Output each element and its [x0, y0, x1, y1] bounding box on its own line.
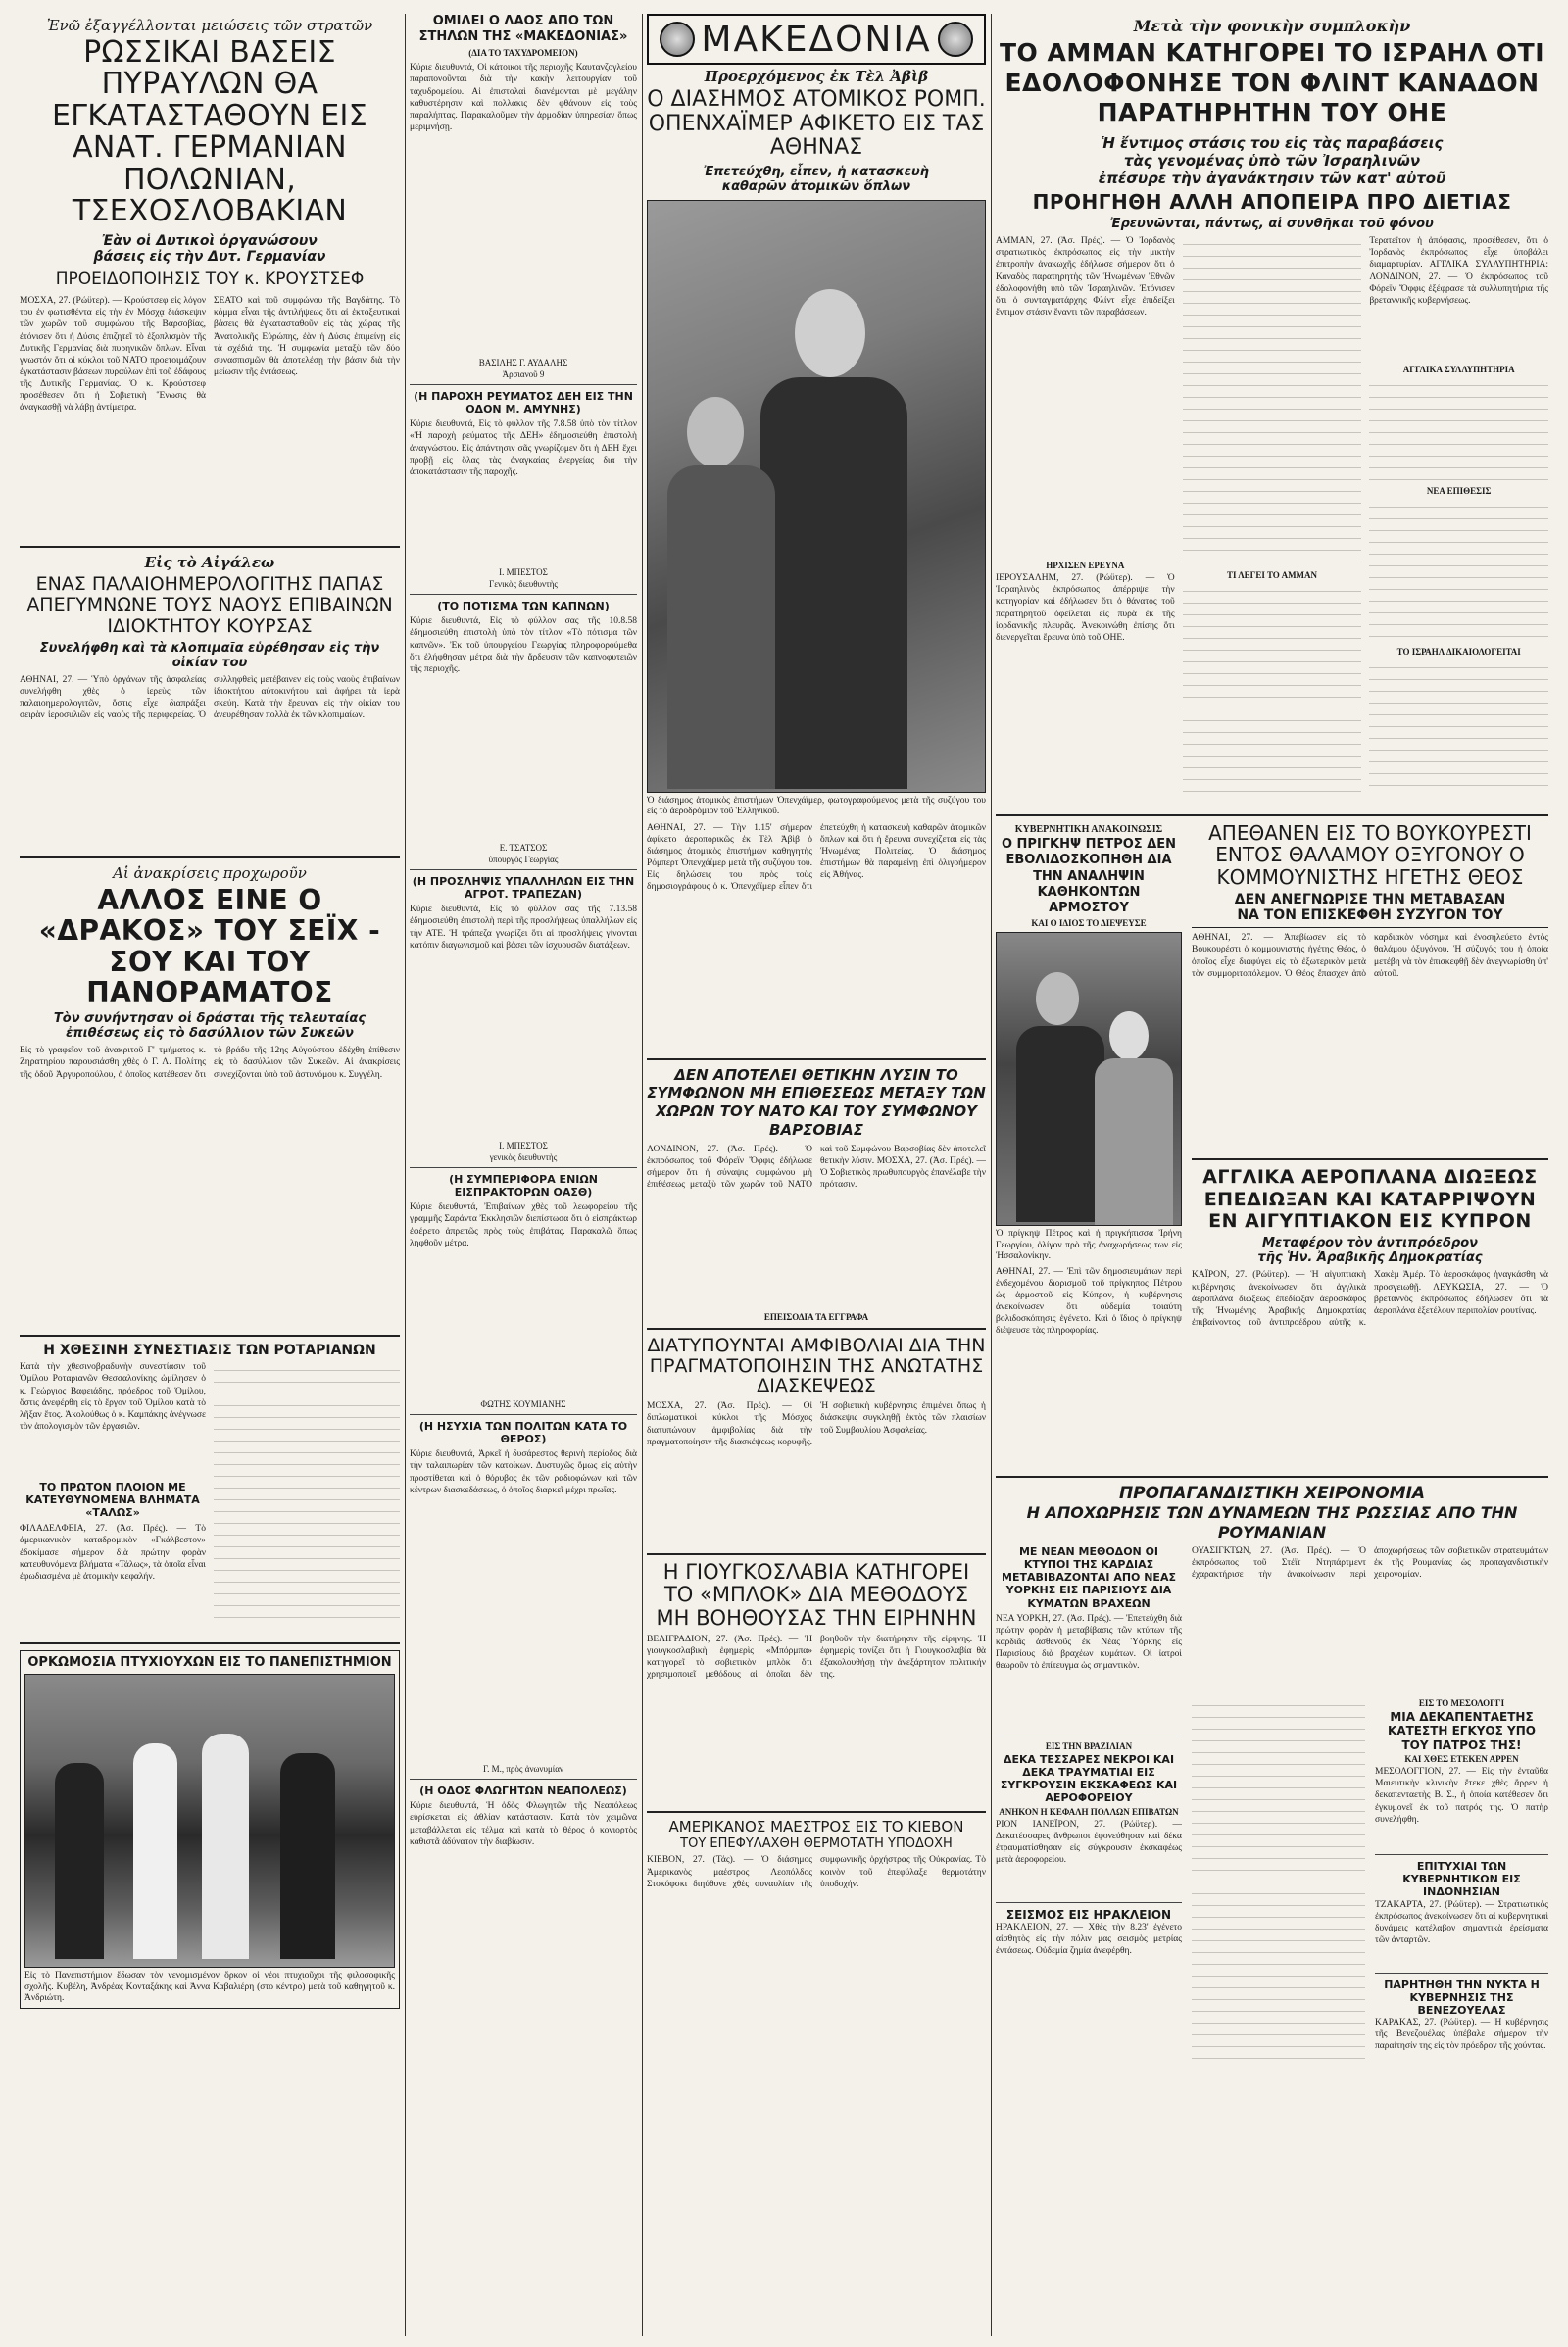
story-romania-cont — [1192, 1696, 1365, 2076]
caption-oppenheimer: Ὁ διάσημος ἀτομικὸς ἐπιστήμων Ὀπενχάϊμερ, φωτογραφούμενος μετὰ τῆς συζύγου του εἰς τὸ ἀεροδρόμιον τοῦ Ἑλληνικοῦ. — [647, 795, 986, 817]
story-heartbeats: ΝΕΑ ΥΟΡΚΗ, 27. (Ἀσ. Πρές). — Ἐπετεύχθη διὰ πρώτην φορὰν ἡ μεταβίβασις τῶν κτύπων τῆς καρδιᾶς ἀσθενοῦς ἐκ Νέας Ὑόρκης εἰς Παρισίους διὰ βραχέων κυμάτων. Οἱ ἰατροὶ θεωροῦν τὸ ἐπίτευγμα ὡς σημαντικὸν. — [996, 1613, 1182, 1672]
headline-maestro: ΑΜΕΡΙΚΑΝΟΣ ΜΑΕΣΤΡΟΣ ΕΙΣ ΤΟ ΚΙΕΒΟΝ — [668, 1817, 964, 1835]
sub-theos-b: ΝΑ ΤΟΝ ΕΠΙΣΚΕΦΘΗ ΣΥΖΥΓΟΝ ΤΟΥ — [1192, 907, 1548, 928]
sig-mpestos-1-title: Γενικὸς διευθυντὴς — [489, 579, 558, 590]
letter-post: Κύριε διευθυντά, Οἱ κάτοικοι τῆς περιοχῆς Καυτανζογλείου παραπονοῦνται διὰ τὴν κακὴν λειτουργίαν τοῦ ταχυδρομείου. Αἱ ἐπιστολαὶ διανέμονται μὲ μεγάλην καθυστέρησιν καὶ πολλάκις δὲν φθάνουν εἰς τοὺς παραλήπτας. Παρακαλοῦμεν τὴν ἁρμοδίαν ὑπηρεσίαν ὅπως μεριμνήσῃ. — [410, 63, 637, 132]
sub-western-bases-b: βάσεις εἰς τὴν Δυτ. Γερμανίαν — [93, 249, 326, 266]
label-mesolongi: ΕΙΣ ΤΟ ΜΕΣΟΛΟΓΓΙ — [1418, 1697, 1505, 1708]
sub-oppenheimer-b: καθαρῶν ἀτομικῶν ὅπλων — [721, 178, 911, 194]
letter-head-dei: (Η ΠΑΡΟΧΗ ΡΕΥΜΑΤΟΣ ΔΕΗ ΕΙΣ ΤΗΝ ΟΔΟΝ Μ. ΑΜΥΝΗΣ) — [414, 390, 633, 416]
story-missile-right: ΣΕΑΤΟ καὶ τοῦ συμφώνου τῆς Βαγδάτης. Τὸ κόμμα εἶναι τῆς ἀντιλήψεως ὅτι αἱ ἐκτοξευτικαὶ βάσεις θὰ ἐγκατασταθοῦν εἰς τὰς χώρας τῆς Ἀνατολικῆς Εὐρώπης, ἐὰν ἡ Δύσις ἐπιμείνῃ εἰς τὰ σχέδιά της. Ἡ συμφωνία μεταξὺ τῶν δύο συνασπισμῶν θὰ ἀποτελέσῃ τὴν βάσιν διὰ τὴν μείωσιν τῆς ἐντάσεως. — [214, 296, 400, 377]
sub-new-attack: ΝΕΑ ΕΠΙΘΕΣΙΣ — [1426, 486, 1492, 497]
sub-flint-c: ἐπέσυρε τὴν ἀγανάκτησιν τῶν κατ' αὐτοῦ — [1098, 169, 1446, 187]
letter-head-tobacco: (ΤΟ ΠΟΤΙΣΜΑ ΤΩΝ ΚΑΠΝΩΝ) — [437, 600, 610, 613]
label-gov-announcement: ΚΥΒΕΡΝΗΤΙΚΗ ΑΝΑΚΟΙΝΩΣΙΣ — [1014, 824, 1163, 836]
column-2 — [410, 14, 637, 2336]
letter-head-neapoli: (Η ΟΔΟΣ ΦΛΩΓΗΤΩΝ ΝΕΑΠΟΛΕΩΣ) — [419, 1785, 627, 1798]
story-missile-left: ΜΟΣΧΑ, 27. (Ρώϋτερ). — Κρούστσεφ εἰς λόγον του ἐν φωτισθέντα εἰς τὴν ἐν Μόσχᾳ διάσκεψιν τῶν χωρῶν τοῦ συμφώνου τῆς Βαρσοβίας, ἐτόνισεν ὅτι ἡ Δύσις ἐπιζητεῖ τὸ ἐξοπλισμὸν τῆς Δυτικῆς Γερμανίας διὰ πυρηνικῶν ὅπλων. Εἶναι γνωστόν ὅτι οἱ κύκλοι τοῦ ΝΑΤΟ προετοιμάζουν ἐγκατάστασιν βάσεων πυραύλων ἐπὶ τοῦ ἐδάφους τῆς Δυτικῆς Γερμανίας. Ὁ κ. Κρούστσεφ προσέθεσεν ὅτι ἡ Σοβιετικὴ Ἕνωσις θὰ ἀναγκασθῇ νὰ λάβῃ ἀντίμετρα. — [20, 296, 206, 414]
headline-priest: ΕΝΑΣ ΠΑΛΑΙΟΗΜΕΡΟΛΟΓΙΤΗΣ ΠΑΠΑΣ ΑΠΕΓΥΜΝΩΝΕ ΤΟΥΣ ΝΑΟΥΣ ΕΠΙΒΑΙΝΩΝ ΙΔΙΟΚΤΗΤΟΥ ΚΟΥΡΣΑΣ — [26, 573, 393, 637]
sub-planes-b: τῆς Ἡν. Ἀραβικῆς Δημοκρατίας — [1257, 1250, 1483, 1266]
masthead-title: ΜΑΚΕΔΟΝΙΑ — [701, 19, 932, 60]
oath-photo-box — [20, 1650, 400, 2009]
story-amman-cont — [1183, 235, 1362, 568]
story-summit: ΜΟΣΧΑ, 27. (Ἀσ. Πρές). — Οἱ διπλωματικοὶ κύκλοι τῆς Μόσχας διατυπώνουν ἀμφιβολίας διὰ τὴν πραγματοποίησιν τῆς διασκέψεως κορυφῆς. Ἡ σοβιετικὴ κυβέρνησις ἐπιμένει ὅπως ἡ διάσκεψις συγκληθῇ ἐκτὸς τῶν πλαισίων τοῦ Συμβουλίου Ἀσφαλείας. — [647, 1401, 986, 1447]
column-4 — [996, 14, 1548, 2336]
headline-previous-attempt: ΠΡΟΗΓΗΘΗ ΑΛΛΗ ΑΠΟΠΕΙΡΑ ΠΡΟ ΔΙΕΤΙΑΣ — [1032, 189, 1512, 214]
headline-propaganda: ΠΡΟΠΑΓΑΝΔΙΣΤΙΚΗ ΧΕΙΡΟΝΟΜΙΑ — [1118, 1484, 1426, 1504]
headline-brazil: ΔΕΚΑ ΤΕΣΣΑΡΕΣ ΝΕΚΡΟΙ ΚΑΙ ΔΕΚΑ ΤΡΑΥΜΑΤΙΑΙ ΕΙΣ ΣΥΓΚΡΟΥΣΙΝ ΕΚΣΚΑΦΕΩΣ ΚΑΙ ΑΕΡΟΦΟΡΕΙΟΥ — [1000, 1752, 1178, 1805]
headline-russian-missile-bases: ΡΩΣΣΙΚΑΙ ΒΑΣΕΙΣ ΠΥΡΑΥΛΩΝ ΘΑ ΕΓΚΑΤΑΣΤΑΘΟΥΝ ΕΙΣ ΑΝΑΤ. ΓΕΡΜΑΝΙΑΝ ΠΟΛΩΝΙΑΝ, ΤΣΕΧΟΣΛΟΒΑΚΙΑΝ — [52, 35, 368, 228]
letters-sub-post: (ΔΙΑ ΤΟ ΤΑΧΥΔΡΟΜΕΙΟΝ) — [468, 48, 578, 59]
headline-heartbeats: ΜΕ ΝΕΑΝ ΜΕΘΟΔΟΝ ΟΙ ΚΤΥΠΟΙ ΤΗΣ ΚΑΡΔΙΑΣ ΜΕΤΑΒΙΒΑΖΟΝΤΑΙ ΑΠΟ ΝΕΑΣ ΥΟΡΚΗΣ ΕΙΣ ΠΑΡΙΣΙΟΥΣ ΔΙΑ ΚΥΜΑΤΩΝ ΒΡΑΧΕΩΝ — [1002, 1544, 1176, 1610]
sig-mpestos-1: Ι. ΜΠΕΣΤΟΣ — [499, 567, 548, 578]
headline-khrushchev-warning: ΠΡΟΕΙΔΟΠΟΙΗΣΙΣ ΤΟΥ κ. ΚΡΟΥΣΤΣΕΦ — [55, 269, 365, 290]
sig-tsatsos: Ε. ΤΣΑΤΣΟΣ — [499, 843, 548, 854]
letter-head-quiet: (Η ΗΣΥΧΙΑ ΤΩΝ ΠΟΛΙΤΩΝ ΚΑΤΑ ΤΟ ΘΕΡΟΣ) — [418, 1420, 628, 1446]
headline-talos: ΤΟ ΠΡΩΤΟΝ ΠΛΟΙΟΝ ΜΕ ΚΑΤΕΥΘΥΝΟΜΕΝΑ ΒΛΗΜΑΤΑ «ΤΑΛΩΣ» — [25, 1481, 200, 1520]
story-indonesia: ΤΖΑΚΑΡΤΑ, 27. (Ρώϋτερ). — Στρατιωτικὸς ἐκπρόσωπος ἀνεκοίνωσεν ὅτι αἱ κυβερνητικαὶ δυνάμεις κατέλαβον σημαντικὰ ἐρείσματα τῶν ἀνταρτῶν. — [1375, 1899, 1548, 1946]
letter-head-oasth: (Η ΣΥΜΠΕΡΙΦΟΡΑ ΕΝΙΩΝ ΕΙΣΠΡΑΚΤΟΡΩΝ ΟΑΣΘ) — [449, 1173, 598, 1199]
kicker-aigaleo: Εἰς τὸ Αἰγάλεω — [144, 554, 275, 572]
headline-rotary: Η ΧΘΕΣΙΝΗ ΣΥΝΕΣΤΙΑΣΙΣ ΤΩΝ ΡΟΤΑΡΙΑΝΩΝ — [43, 1343, 376, 1359]
headline-oppenheimer: Ο ΔΙΑΣΗΜΟΣ ΑΤΟΜΙΚΟΣ ΡΟΜΠ. ΟΠΕΝΧΑΪΜΕΡ ΑΦΙΚΕΤΟ ΕΙΣ ΤΑΣ ΑΘΗΝΑΣ — [647, 87, 986, 161]
story-jerusalem: ΙΕΡΟΥΣΑΛΗΜ, 27. (Ρώϋτερ). — Ὁ Ἰσραηλινὸς ἐκπρόσωπος ἀπέρριψε τὴν κατηγορίαν καὶ ἐδήλωσεν ὅτι ὁ θάνατος τοῦ παρατηρητοῦ ὀφείλεται εἰς πυρὰ ἐκ τῆς ἰορδανικῆς πλευρᾶς. Ἀνεκοινώθη ἐπίσης ὅτι διενεργεῖται ἔρευνα ὑπὸ τοῦ ΟΗΕ. — [996, 573, 1175, 643]
story-theos: ΑΘΗΝΑΙ, 27. — Ἀπεβίωσεν εἰς τὸ Βουκουρέστι ὁ κομμουνιστὴς ἡγέτης Θέος, ὁ ὁποῖος εἶχε διαφύγει εἰς τὸ ἐξωτερικὸν μετὰ τὸν συμμοριτοπόλεμον. Ὁ Θέος ἔπασχεν ἀπὸ καρδιακὸν νόσημα καὶ ἐνοσηλεύετο ἐντὸς θαλάμου ὀξυγόνου. Ἡ σύζυγός του ἡ ὁποία μετέβη νὰ τὸν ἐπισκεφθῇ δὲν ἀνεγνωρίσθη ὑπ' αὐτοῦ. — [1192, 933, 1548, 979]
story-amman: ΑΜΜΑΝ, 27. (Ἀσ. Πρές). — Ὁ Ἰορδανὸς στρατιωτικὸς ἐκπρόσωπος εἰς τὴν μικτὴν ἐπιτροπὴν ἀνακωχῆς ἐδήλωσε σήμερον ὅτι ὁ Καναδὸς παρατηρητὴς τῶν Ἡνωμένων Ἐθνῶν ἐδολοφονήθη ὑπὸ τῶν Ἰσραηλινῶν. Ἐτόνισεν ὅτι ὁ συνταγματάρχης Φλίντ εἶχε ἐπιδείξει ἔντιμον στάσιν ἔναντι τῶν παραβάσεων. — [996, 236, 1175, 318]
sub-what-amman-says: ΤΙ ΛΕΓΕΙ ΤΟ ΑΜΜΑΝ — [1226, 570, 1318, 581]
headline-oath: ΟΡΚΩΜΟΣΙΑ ΠΤΥΧΙΟΥΧΩΝ ΕΙΣ ΤΟ ΠΑΝΕΠΙΣΤΗΜΙΟΝ — [27, 1655, 392, 1671]
sub-flint-a: Ἡ ἔντιμος στάσις του εἰς τὰς παραβάσεις — [1101, 133, 1444, 152]
letter-neapoli: Κύριε διευθυντά, Ἡ ὁδὸς Φλωγητῶν τῆς Νεαπόλεως εὑρίσκεται εἰς ἀθλίαν κατάστασιν. Κατὰ τὸν χειμῶνα μεταβάλλεται εἰς τέλμα καὶ κατὰ τὸ θέρος ὁ κονιορτὸς καθιστᾶ ἀδύνατον τὴν διαβίωσιν. — [410, 1801, 637, 1847]
sub-israel-justifies: ΤΟ ΙΣΡΑΗΛ ΔΙΚΑΙΟΛΟΓΕΙΤΑΙ — [1396, 647, 1521, 658]
globe-icon — [660, 22, 695, 57]
column-1 — [20, 14, 400, 2336]
headline-earthquake: ΣΕΙΣΜΟΣ ΕΙΣ ΗΡΑΚΛΕΙΟΝ — [1005, 1907, 1172, 1922]
headline-nonaggression: ΔΕΝ ΑΠΟΤΕΛΕΙ ΘΕΤΙΚΗΝ ΛΥΣΙΝ ΤΟ ΣΥΜΦΩΝΟΝ ΜΗ ΕΠΙΘΕΣΕΩΣ ΜΕΤΑΞΥ ΤΩΝ ΧΩΡΩΝ ΤΟΥ ΝΑΤΟ ΚΑΙ ΤΟΥ ΣΥΜΦΩΝΟΥ ΒΑΡΣΟΒΙΑΣ — [647, 1065, 986, 1139]
kicker-missile: Ἐνῶ ἐξαγγέλλονται μειώσεις τῶν στρατῶν — [46, 17, 373, 34]
headline-dragon: ΑΛΛΟΣ ΕΙΝΕ Ο «ΔΡΑΚΟΣ» ΤΟΥ ΣΕΪΧ - ΣΟΥ ΚΑΙ ΤΟΥ ΠΑΝΟΡΑΜΑΤΟΣ — [38, 883, 381, 1008]
headline-letters: ΟΜΙΛΕΙ Ο ΛΑΟΣ ΑΠΟ ΤΩΝ ΣΤΗΛΩΝ ΤΗΣ «ΜΑΚΕΔΟΝΙΑΣ» — [418, 14, 628, 44]
headline-venezuela: ΠΑΡΗΤΗΘΗ ΤΗΝ ΝΥΚΤΑ Η ΚΥΒΕΡΝΗΣΙΣ ΤΗΣ ΒΕΝΕΖΟΥΕΛΑΣ — [1384, 1978, 1540, 2017]
headline-summit-doubts: ΔΙΑΤΥΠΟΥΝΤΑΙ ΑΜΦΙΒΟΛΙΑΙ ΔΙΑ ΤΗΝ ΠΡΑΓΜΑΤΟΠΟΙΗΣΙΝ ΤΗΣ ΑΝΩΤΑΤΗΣ ΔΙΑΣΚΕΨΕΩΣ — [647, 1334, 986, 1397]
sub-priest: Συνελήφθη καὶ τὰ κλοπιμαῖα εὑρέθησαν εἰς τὴν οἰκίαν του — [39, 640, 380, 670]
letter-dei: Κύριε διευθυντά, Εἰς τὸ φύλλον τῆς 7.8.58 ὑπὸ τὸν τίτλον «Ἡ παροχὴ ρεύματος τῆς ΔΕΗ» ἐδημοσιεύθη ἐπιστολὴ ἀναγνώστου. Εἰς ἀπάντησιν σᾶς γνωρίζομεν ὅτι ἡ ΔΕΗ ἔχει προβῇ εἰς ὅλας τὰς ἀναγκαίας ἐνεργείας διὰ τὴν ἀποκατάστασιν τῆς παροχῆς. — [410, 419, 637, 477]
masthead — [647, 14, 986, 65]
story-planes: ΚΑΪΡΟΝ, 27. (Ρώϋτερ). — Ἡ αἰγυπτιακὴ κυβέρνησις ἀνεκοίνωσεν ὅτι ἀγγλικὰ ἀεροπλάνα διώξεως ἐπεδίωξαν ἀεροσκάφος τῆς Ἡνωμένης Ἀραβικῆς Δημοκρατίας ἐπιβαίνοντος τοῦ ἀντιπροέδρου αὐτῆς κ. Χακὲμ Ἀμέρ. Τὸ ἀεροσκάφος ἠναγκάσθη νὰ προσγειωθῇ. ΛΕΥΚΩΣΙΑ, 27. — Ὁ βρεταννὸς ἐκπρόσωπος ἐδήλωσεν ὅτι τὰ ἀεροπλάνα ἐξετέλουν περιπολίαν ρουτίνας. — [1192, 1270, 1548, 1329]
headline-indonesia: ΕΠΙΤΥΧΙΑΙ ΤΩΝ ΚΥΒΕΡΝΗΤΙΚΩΝ ΕΙΣ ΙΝΔΟΝΗΣΙΑΝ — [1402, 1860, 1521, 1899]
sub-oppenheimer-a: Ἐπετεύχθη, εἶπεν, ἡ κατασκευὴ — [703, 164, 930, 179]
dateline-tel-aviv: Προερχόμενος ἐκ Τὲλ Ἀβὶβ — [704, 68, 929, 85]
story-venezuela: ΚΑΡΑΚΑΣ, 27. (Ρώϋτερ). — Ἡ κυβέρνησις τῆς Βενεζουέλας ὑπέβαλε σήμερον τὴν παραίτησίν της εἰς τὸν πρόεδρον τῆς χούντας. — [1375, 2018, 1548, 2052]
story-nonaggression: ΛΟΝΔΙΝΟΝ, 27. (Ἀσ. Πρές). — Ὁ ἐκπρόσωπος τοῦ Φόρεϊν Ὄφφις ἐδήλωσε σήμερον ὅτι ἡ σύναψις συμφώνου μὴ ἐπιθέσεως μεταξὺ τῶν χωρῶν τοῦ ΝΑΤΟ καὶ τοῦ Συμφώνου Βαρσοβίας δὲν ἀποτελεῖ θετικὴν λύσιν. ΜΟΣΧΑ, 27. (Ἀσ. Πρές). — Ὁ Σοβιετικὸς πρωθυπουργὸς ἐπανέλαβε τὴν πρότασιν. — [647, 1144, 986, 1191]
story-earthquake: ΗΡΑΚΛΕΙΟΝ, 27. — Χθὲς τὴν 8.23' ἐγένετο αἰσθητὸς εἰς τὴν πόλιν μας σεισμὸς μετρίας ἐντάσεως. Οὐδεμία ζημία ἀνεφέρθη. — [996, 1922, 1182, 1956]
letter-head-bank: (Η ΠΡΟΣΛΗΨΙΣ ΥΠΑΛΛΗΛΩΝ ΕΙΣ ΤΗΝ ΑΓΡΟΤ. ΤΡΑΠΕΖΑΝ) — [412, 875, 635, 902]
letter-oasth: Κύριε διευθυντά, Ἐπιβαίνων χθὲς τοῦ λεωφορείου τῆς γραμμῆς Σαράντα Ἐκκλησιῶν διεπίστωσα ὅτι ὁ εἰσπράκτωρ ἐφέρετο ἀπρεπῶς πρὸς τοὺς ἐπιβάτας. Παρακαλῶ ὅπως ληφθοῦν μέτρα. — [410, 1202, 637, 1248]
story-amman-says — [1183, 582, 1362, 798]
kicker-dragon: Αἱ ἀνακρίσεις προχωροῦν — [113, 863, 307, 882]
headline-mesolongi: ΜΙΑ ΔΕΚΑΠΕΝΤΑΕΤΗΣ ΚΑΤΕΣΤΗ ΕΓΚΥΟΣ ΥΠΟ ΤΟΥ ΠΑΤΡΟΣ ΤΗΣ! — [1388, 1709, 1536, 1752]
oppenheimer-photo — [647, 200, 986, 793]
sub-theos-a: ΔΕΝ ΑΝΕΓΝΩΡΙΣΕ ΤΗΝ ΜΕΤΑΒΑΣΑΝ — [1234, 892, 1506, 908]
headline-romania-withdrawal: Η ΑΠΟΧΩΡΗΣΙΣ ΤΩΝ ΔΥΝΑΜΕΩΝ ΤΗΣ ΡΩΣΣΙΑΣ ΑΠΟ ΤΗΝ ΡΟΥΜΑΝΙΑΝ — [1026, 1503, 1518, 1541]
story-rotary: Κατὰ τὴν χθεσινοβραδυνὴν συνεστίασιν τοῦ Ὁμίλου Ροταριανῶν Θεσσαλονίκης ὡμίλησεν ὁ κ. Γεώργιος Βαφειάδης, πρόεδρος τοῦ Ὁμίλου, ὅστις ἀνεφέρθη εἰς τὸ ἔργον τοῦ Ὁμίλου κατὰ τὸ λῆξαν ἔτος. Ἀκολούθως ὁ κ. Καμπάκης ἀνέγνωσε τὸν ἀπολογισμὸν τῶν ἐργασιῶν. — [20, 1362, 206, 1433]
story-mesolongi: ΜΕΣΟΛΟΓΓΙΟΝ, 27. — Εἰς τὴν ἐνταῦθα Μαιευτικὴν κλινικὴν ἔτεκε χθὲς ἄρρεν ἡ δεκαπενταετὴς Β. Σ., ἡ ὁποία κατέθεσεν ὅτι ἐγκυμονεῖ ἐκ τοῦ πατρός της. Ὁ πατὴρ συνελήφθη. — [1375, 1767, 1548, 1825]
story-israel-justifies — [1369, 659, 1548, 796]
headline-yugoslavia: Η ΓΙΟΥΓΚΟΣΛΑΒΙΑ ΚΑΤΗΓΟΡΕΙ ΤΟ «ΜΠΛΟΚ» ΔΙΑ ΜΕΘΟΔΟΥΣ ΜΗ ΒΟΗΘΟΥΣΑΣ ΤΗΝ ΕΙΡΗΝΗΝ — [656, 1560, 977, 1630]
headline-theos: ΑΠΕΘΑΝΕΝ ΕΙΣ ΤΟ ΒΟΥΚΟΥΡΕΣΤΙ ΕΝΤΟΣ ΘΑΛΑΜΟΥ ΟΞΥΓΟΝΟΥ Ο ΚΟΜΜΟΥΝΙΣΤΗΣ ΗΓΕΤΗΣ ΘΕΟΣ — [1208, 821, 1532, 889]
story-romania: ΟΥΑΣΙΓΚΤΩΝ, 27. (Ἀσ. Πρές). — Ὁ ἐκπρόσωπος τοῦ Στέϊτ Ντηπάρτμεντ ἐχαρακτήρισε τὴν ἀνακοίνωσιν περὶ ἀποχωρήσεως τῶν σοβιετικῶν στρατευμάτων ἐκ τῆς Ρουμανίας ὡς προπαγανδιστικὴν χειρονομίαν. — [1192, 1545, 1548, 1581]
story-prince-peter: ΑΘΗΝΑΙ, 27. — Ἐπὶ τῶν δημοσιευμάτων περὶ ἐνδεχομένου διορισμοῦ τοῦ πρίγκηπος Πέτρου ὡς ἁρμοστοῦ εἰς Κύπρον, ἡ κυβέρνησις ἀνεκοίνωσεν ὅτι οὐδεμία τοιαύτη βολιδοσκόπησις ἐγένετο. Καὶ ὁ ἴδιος ὁ πρίγκηψ διέψευσε τὰς πληροφορίας. — [996, 1266, 1182, 1337]
letter-tobacco: Κύριε διευθυντά, Εἰς τὸ φύλλον σας τῆς 10.8.58 ἐδημοσιεύθη ἐπιστολὴ ὑπὸ τὸν τίτλον «Τὸ πότισμα τῶν καπνῶν». Ἐκ τοῦ ὑπουργείου Γεωργίας πληροφορούμεθα ὅτι ἐλήφθησαν μέτρα διὰ τὴν ἄρδευσιν τῶν καπνοφυτειῶν τῆς περιοχῆς. — [410, 616, 637, 674]
sub-planes-a: Μεταφέρον τὸν ἀντιπρόεδρον — [1262, 1236, 1478, 1251]
globe-icon — [938, 22, 973, 57]
story-rotary-cont — [214, 1361, 400, 1626]
sub-western-bases-a: Ἐὰν οἱ Δυτικοὶ ὀργανώσουν — [102, 233, 318, 250]
story-oppenheimer: ΑΘΗΝΑΙ, 27. — Τὴν 1.15' σήμερον ἀφίκετο ἀεροπορικῶς ἐκ Τὲλ Ἀβὶβ ὁ διάσημος ἀτομικὸς ἐπιστήμων καθηγητὴς Ρόμπερτ Ὀπενχάϊμερ μετὰ τῆς συζύγου του. Εἰς δηλώσεις του πρὸς τοὺς δημοσιογράφους ὁ κ. Ὀπενχάϊμερ εἶπεν ὅτι ἐπετεύχθη ἡ κατασκευὴ καθαρῶν ἀτομικῶν ὅπλων καὶ ὅτι ἡ ἔρευνα συνεχίζεται εἰς τὰς Ἡνωμένας Πολιτείας. Ὁ διάσημος ἐπιστήμων θὰ παραμείνῃ ἐπὶ ὀλιγοήμερον εἰς Ἀθήνας. — [647, 822, 986, 893]
sig-tsatsos-title: ὑπουργὸς Γεωργίας — [488, 855, 559, 865]
sig-aydalis: ΒΑΣΙΛΗΣ Γ. ΑΥΔΑΛΗΣ — [478, 358, 568, 368]
sub-flint-b: τὰς γενομένας ὑπὸ τῶν Ἰσραηλινῶν — [1123, 151, 1421, 170]
prince-peter-block — [996, 822, 1182, 1470]
sub-dragon: Τὸν συνήντησαν οἱ δράσται τῆς τελευταίας ἐπιθέσεως εἰς τὸ δασύλλιον τῶν Συκεῶν — [53, 1011, 367, 1042]
letter-bank: Κύριε διευθυντά, Εἰς τὸ φύλλον σας τῆς 7.13.58 ἐδημοσιεύθη ἐπιστολὴ περὶ τῆς προσλήψεως ὑπαλλήλων εἰς τὴν ΑΤΕ. Ἡ τράπεζα γνωρίζει ὅτι αἱ προσλήψεις γίνονται κατόπιν διαγωνισμοῦ καὶ βάσει τῶν ἰσχυουσῶν διατάξεων. — [410, 905, 637, 951]
sub-flint-d: Ἐρευνῶνται, πάντως, αἱ συνθῆκαι τοῦ φόνου — [1110, 217, 1434, 232]
story-priest: ΑΘΗΝΑΙ, 27. — Ὑπὸ ὀργάνων τῆς ἀσφαλείας συνελήφθη χθὲς ὁ ἱερεὺς τῶν παλαιοημερολογιτῶν, ὅστις εἶχε διαπράξει σειρὰν ἱεροσυλιῶν εἰς ναοὺς τῆς περιφερείας. Ὁ συλληφθεὶς μετέβαινεν εἰς τοὺς ναοὺς ἐπιβαίνων ἰδιοκτήτου αὐτοκινήτου καὶ ἀφήρει τὰ ἱερὰ σκεύη. Κατὰ τὴν ἔρευναν εἰς τὴν οἰκίαν του ἀνευρέθησαν πολλὰ ἐκ τῶν κλοπιμαίων. — [20, 674, 400, 721]
sub-documents: ΕΠΕΙΣΟΔΙΑ ΤΑ ΕΓΓΡΑΦΑ — [763, 1311, 869, 1322]
story-british-condolences: Τερατεῖτον ἡ ἀπόφασις, προσέθεσεν, ὅτι ὁ Ἰορδανὸς ἐκπρόσωπος εἶχε ὑποβάλει διαμαρτυρίαν. ΑΓΓΛΙΚΑ ΣΥΛΛΥΠΗΤΗΡΙΑ: ΛΟΝΔΙΝΟΝ, 27. — Ὁ ἐκπρόσωπος τοῦ Φόρεϊν Ὄφφις ἐξέφρασε τὰ συλλυπητήρια τῆς βρεταννικῆς κυβερνήσεως. — [1369, 236, 1548, 306]
story-maestro: ΚΙΕΒΟΝ, 27. (Τάς). — Ὁ διάσημος Ἀμερικανὸς μαέστρος Λεοπόλδος Στοκόφσκι διηύθυνε χθὲς συναυλίαν τῆς συμφωνικῆς ὀρχήστρας τῆς Οὐκρανίας. Τὸ κοινὸν τοῦ ἐπεφύλαξε θερμοτάτην ὑποδοχήν. — [647, 1855, 986, 1889]
sig-koumianis: ΦΩΤΗΣ ΚΟΥΜΙΑΝΗΣ — [480, 1399, 566, 1410]
sub-brazil: ΑΝΗΚΟΝ Η ΚΕΦΑΛΗ ΠΟΛΛΩΝ ΕΠΙΒΑΤΩΝ — [999, 1806, 1179, 1817]
story-brazil: ΡΙΟΝ ΙΑΝΕΪΡΟΝ, 27. (Ρώϋτερ). — Δεκατέσσαρες ἄνθρωποι ἐφονεύθησαν καὶ δέκα ἐτραυματίσθησαν εἰς σύγκρουσιν ἐκσκαφέως μετὰ ἀεροφορείου. — [996, 1819, 1182, 1866]
caption-oath: Εἰς τὸ Πανεπιστήμιον ἔδωσαν τὸν νενομισμένον ὅρκον οἱ νέοι πτυχιοῦχοι τῆς φιλοσοφικῆς σχολῆς. Κυβέλη, Ἀνδρέας Κονταξάκης καὶ Ἀννα Καβαλιέρη (στο κέντρο) μετὰ τοῦ καθηγητοῦ κ. Ἀνδριώτη. — [24, 1971, 395, 2004]
caption-prince-peter: Ὁ πρίγκηψ Πέτρος καὶ ἡ πριγκήπισσα Ἰρήνη Γεωργίου, ὀλίγον πρὸ τῆς ἀναχωρήσεως των εἰς Ἡσσαλονίκην. — [996, 1229, 1182, 1262]
sub-mesolongi: ΚΑΙ ΧΘΕΣ ΕΤΕΚΕΝ ΑΡΡΕΝ — [1404, 1754, 1519, 1765]
headline-amman-israel: ΤΟ ΑΜΜΑΝ ΚΑΤΗΓΟΡΕΙ ΤΟ ΙΣΡΑΗΛ ΟΤΙ ΕΔΟΛΟΦΟΝΗΣΕ ΤΟΝ ΦΛΙΝΤ ΚΑΝΑΔΟΝ ΠΑΡΑΤΗΡΗΤΗΝ ΤΟΥ ΟΗΕ — [999, 38, 1544, 126]
sig-mpestos-2-title: γενικὸς διευθυντὴς — [489, 1152, 558, 1163]
oath-photo — [24, 1674, 395, 1968]
story-condolences-cont — [1369, 376, 1548, 484]
letter-quiet: Κύριε διευθυντά, Ἀρκεῖ ἡ δυσάρεστος θερινὴ περίοδος διὰ τὴν ταλαιπωρίαν τῶν κατοίκων. Δυστυχῶς ὅμως εἰς αὐτὴν προστίθεται καὶ ὁ θόρυβος ἐκ τῶν ραδιοφώνων καὶ τῶν κέντρων διασκεδάσεως, ὁ ὁποῖος διαρκεῖ μέχρι πρωΐας. — [410, 1449, 637, 1495]
sig-mpestos-2: Ι. ΜΠΕΣΤΟΣ — [499, 1141, 548, 1151]
story-new-attack — [1369, 498, 1548, 645]
sig-anonymous: Γ. Μ., πρὸς ἀνωνυμίαν — [483, 1764, 564, 1775]
story-talos: ΦΙΛΑΔΕΛΦΕΙΑ, 27. (Ἀσ. Πρές). — Τὸ ἀμερικανικὸν καταδρομικὸν «Γκάλβεστον» ἐδοκίμασε σήμερον διὰ πρώτην φορὰν κατευθυνόμενα βλήματα «Τάλως», τὰ ὁποῖα εἶναι ἐφωδιασμένα μὲ ἀτομικὴν κεφαλήν. — [20, 1524, 206, 1582]
prince-peter-photo — [996, 932, 1182, 1226]
sub-investigation: ΗΡΧΙΣΕΝ ΕΡΕΥΝΑ — [1046, 561, 1125, 571]
headline-prince-peter: Ο ΠΡΙΓΚΗΨ ΠΕΤΡΟΣ ΔΕΝ ΕΒΟΛΙΔΟΣΚΟΠΗΘΗ ΔΙΑ ΤΗΝ ΑΝΑΛΗΨΙΝ ΚΑΘΗΚΟΝΤΩΝ ΑΡΜΟΣΤΟΥ — [1001, 837, 1177, 916]
sub-prince-peter: ΚΑΙ Ο ΙΔΙΟΣ ΤΟ ΔΙΕΨΕΥΣΕ — [1031, 918, 1147, 929]
label-brazil: ΕΙΣ ΤΗΝ ΒΡΑΖΙΛΙΑΝ — [1045, 1740, 1133, 1751]
sub-maestro: ΤΟΥ ΕΠΕΦΥΛΑΧΘΗ ΘΕΡΜΟΤΑΤΗ ΥΠΟΔΟΧΗ — [680, 1836, 953, 1852]
column-3 — [647, 14, 986, 2336]
sub-british-condolences: ΑΓΓΛΙΚΑ ΣΥΛΛΥΠΗΤΗΡΙΑ — [1402, 365, 1515, 375]
headline-british-planes: ΑΓΓΛΙΚΑ ΑΕΡΟΠΛΑΝΑ ΔΙΩΞΕΩΣ ΕΠΕΔΙΩΞΑΝ ΚΑΙ ΚΑΤΑΡΡΙΨΟΥΝ ΕΝ ΑΙΓΥΠΤΙΑΚΟΝ ΕΙΣ ΚΥΠΡΟΝ — [1202, 1166, 1538, 1233]
sig-aydalis-addr: Ἀρσιανοῦ 9 — [502, 369, 545, 380]
kicker-flint: Μετὰ τὴν φονικὴν συμπλοκὴν — [1133, 17, 1411, 35]
story-yugoslavia: ΒΕΛΙΓΡΑΔΙΟΝ, 27. (Ἀσ. Πρές). — Ἡ γιουγκοσλαβικὴ ἐφημερὶς «Μπόρμπα» κατηγορεῖ τὸ σοβιετικὸν μπλὸκ ὅτι χρησιμοποιεῖ μεθόδους αἱ ὁποῖαι δὲν βοηθοῦν τὴν διατήρησιν τῆς εἰρήνης. Ἡ ἐφημερὶς τονίζει ὅτι ἡ Γιουγκοσλαβία θὰ ἐξακολουθήσῃ τὴν ἀνεξάρτητον πολιτικήν της. — [647, 1634, 986, 1681]
story-dragon: Εἰς τὸ γραφεῖον τοῦ ἀνακριτοῦ Γ' τμήματος κ. Ζηρατηρίου παρουσιάσθη χθὲς ὁ Γ. Λ. Πολίτης τῆς ὁδοῦ Ἀργυροπούλου, ὁ ὁποῖος κατέθεσεν ὅτι τὸ βράδυ τῆς 12ης Αὐγούστου ἐδέχθη ἐπίθεσιν εἰς τὸ δασύλλιον τῶν Συκεῶν. Αἱ ἀνακρίσεις συνεχίζονται ὑπὸ τοῦ ἀστυνόμου κ. Συγγέλη. — [20, 1046, 400, 1080]
